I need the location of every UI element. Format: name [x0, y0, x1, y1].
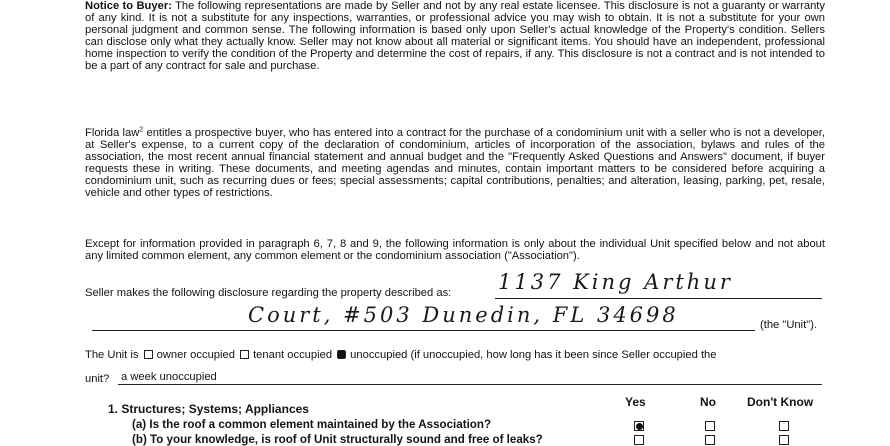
question-a: (a) Is the roof a common element maintained by the Association?	[132, 418, 492, 431]
section-1-title: 1. Structures; Systems; Appliances	[108, 402, 309, 416]
col-no-header: No	[700, 395, 716, 409]
occupancy-row	[85, 349, 717, 361]
disclosure-label: Seller makes the following disclosure regarding the property described as:	[85, 287, 452, 299]
q-b-dont-know-checkbox[interactable]	[779, 435, 789, 445]
handwritten-address-line-1: 1137 King Arthur	[498, 270, 733, 294]
unit-suffix: (the "Unit").	[760, 319, 818, 331]
unoccupied-checkbox[interactable]	[337, 350, 346, 359]
q-b-yes-checkbox[interactable]	[634, 435, 644, 445]
except-text: Except for information provided in paragraph 6, 7, 8 and 9, the following information is only about the individual Unit specified below and not about any limited common element, any common element or the condominium association ("Association").	[85, 238, 825, 263]
q-a-yes-checkbox[interactable]	[634, 421, 644, 431]
notice-paragraph	[85, 0, 825, 73]
q-a-dont-know-checkbox[interactable]	[779, 421, 789, 431]
tenant-occupied-checkbox[interactable]	[240, 350, 249, 359]
question-b: (b) To your knowledge, is roof of Unit structurally sound and free of leaks?	[132, 433, 543, 446]
handwritten-address-line-2: Court, #503 Dunedin, FL 34698	[248, 303, 679, 327]
col-yes-header: Yes	[625, 395, 646, 409]
q-b-no-checkbox[interactable]	[705, 435, 715, 445]
florida-lead: Florida law	[85, 127, 140, 139]
florida-law-paragraph	[85, 127, 825, 200]
florida-text: entitles a prospective buyer, who has entered into a contract for the purchase of a condominium unit with a seller who is not a developer, at Seller's expense, to a current copy of the declaration of condominium, articles of incorporation of the association, bylaws and rules of the association, the most recent annual financial statement and annual budget and the "Frequently Asked Questions and Answers" document, if buyer requests these in writing. These documents, and meeting agendas and minutes, contain important matters to be considered before acquiring a condominium unit, such as recurring dues or fees; special assessments; capital contributions, penalties; and alteration, leasing, parking, pet, resale, vehicle and other types of restrictions.	[85, 127, 826, 200]
owner-occupied-label: owner occupied	[156, 349, 235, 361]
footnote-marker: 2	[139, 126, 144, 134]
col-dont-know-header: Don't Know	[747, 395, 814, 409]
unit-question: unit?	[85, 373, 110, 385]
notice-heading: Notice to Buyer:	[85, 0, 172, 12]
notice-text: The following representations are made by Seller and not by any real estate licensee. This disclosure is not a guaranty or warranty of any kind. It is not a substitute for any inspections, warranties, or professional advice you may wish to obtain. It is not a substitute for your own personal judgment and common sense. The following information is based only upon Seller's actual knowledge of the Property's condition. Sellers can disclose only what they actually know. Seller may not know about all material or significant items. You should have an independent, professional home inspection to verify the condition of the Property and determine the cost of repairs, if any. This disclosure is not a contract and is not intended to be a part of any contract for sale and purchase.	[85, 0, 826, 73]
q-a-no-checkbox[interactable]	[705, 421, 715, 431]
tenant-occupied-label: tenant occupied	[253, 349, 333, 361]
address-line-2	[92, 330, 755, 331]
except-paragraph	[85, 238, 825, 262]
occupancy-prefix: The Unit is	[85, 349, 139, 361]
owner-occupied-checkbox[interactable]	[144, 350, 153, 359]
unoccupied-label: unoccupied (if unoccupied, how long has it been since Seller occupied the	[350, 349, 717, 361]
address-line-1	[495, 298, 822, 299]
unoccupied-duration: a week unoccupied	[121, 371, 217, 383]
duration-line	[118, 384, 822, 385]
